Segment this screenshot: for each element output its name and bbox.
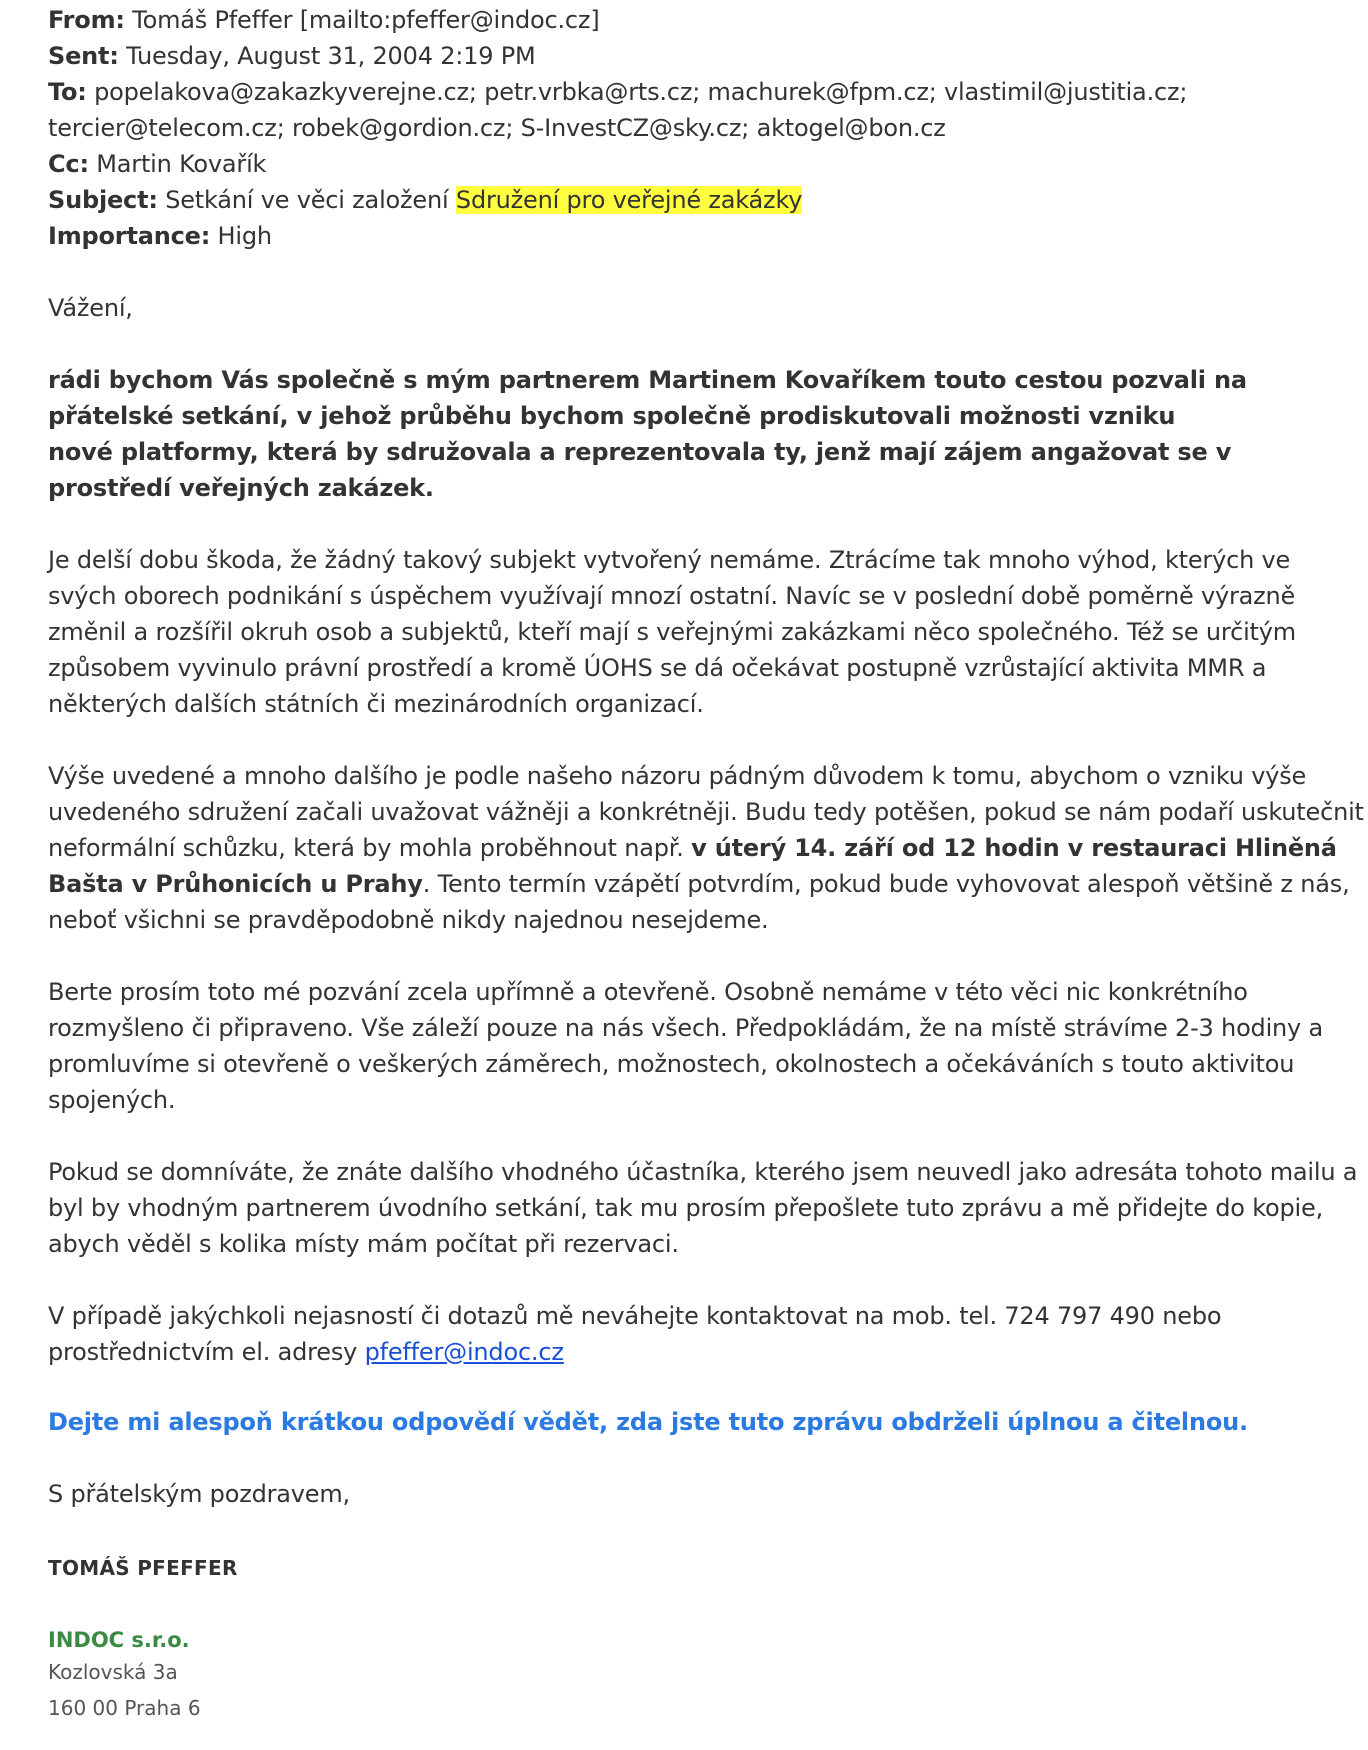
email-header — [48, 2, 1187, 254]
subject-highlight: Sdružení pro veřejné zakázky — [455, 186, 803, 214]
paragraph-5 — [48, 1298, 1308, 1370]
to-recipients-line1: popelakova@zakazkyverejne.cz; petr.vrbka@rts.cz; machurek@fpm.cz; vlastimil@justitia.cz; — [94, 78, 1188, 106]
closing: S přátelským pozdravem, — [48, 1480, 350, 1508]
paragraph-5-start: V případě jakýchkoli nejasností či dotazů mě neváhejte kontaktovat na mob. tel. 724 797 490 nebo prostřednictvím el. adresy — [48, 1302, 1222, 1366]
reply-request: Dejte mi alespoň krátkou odpovědí vědět, zda jste tuto zprávu obdrželi úplnou a čitelnou. — [48, 1408, 1248, 1436]
cc-value: Martin Kovařík — [96, 150, 267, 178]
sent-label: Sent: — [48, 42, 119, 70]
signature-name: TOMÁŠ PFEFFER — [48, 1556, 238, 1580]
signature-city: 160 00 Praha 6 — [48, 1696, 201, 1720]
paragraph-4: Pokud se domníváte, že znáte dalšího vhodného účastníka, kterého jsem neuvedl jako adresáta tohoto mailu a byl by vhodným partnerem úvodního setkání, tak mu prosím přepošlete tuto zprávu a mě přidejte do kopie, abych věděl s kolika místy mám počítat při rezervaci. — [48, 1158, 1358, 1258]
signature-street: Kozlovská 3a — [48, 1660, 178, 1684]
paragraph-1: Je delší dobu škoda, že žádný takový subjekt vytvořený nemáme. Ztrácíme tak mnoho výhod, kterých ve svých oborech podnikání s úspěchem využívají mnozí ostatní. Navíc se v poslední době poměrně výrazně změnil a rozšířil okruh osob a subjektů, kteří mají s veřejnými zakázkami něco společného. Též se určitým způsobem vyvinulo právní prostředí a kromě ÚOHS se dá očekávat postupně vzrůstající aktivita MMR a některých dalších státních či mezinárodních organizací. — [48, 546, 1296, 718]
to-label: To: — [48, 78, 87, 106]
sent-row — [48, 38, 1187, 74]
meeting-details: v úterý 14. září od 12 hodin v restauraci Hliněná Bašta v Průhonicích u Prahy — [48, 834, 1337, 898]
paragraph-3: Berte prosím toto mé pozvání zcela upřímně a otevřeně. Osobně nemáme v této věci nic konkrétního rozmyšleno či připraveno. Vše záleží pouze na nás všech. Předpokládám, že na místě strávíme 2-3 hodiny a promluvíme si otevřeně o veškerých záměrech, možnostech, okolnostech a očekáváních s touto aktivitou spojených. — [48, 978, 1324, 1114]
cc-row — [48, 146, 1187, 182]
sent-value: Tuesday, August 31, 2004 2:19 PM — [126, 42, 536, 70]
from-value: Tomáš Pfeffer [mailto:pfeffer@indoc.cz] — [132, 6, 600, 34]
subject-prefix: Setkání ve věci založení — [165, 186, 449, 214]
from-label: From: — [48, 6, 125, 34]
importance-value: High — [217, 222, 272, 250]
email-link[interactable]: pfeffer@indoc.cz — [364, 1338, 564, 1366]
importance-row — [48, 218, 1187, 254]
cc-label: Cc: — [48, 150, 89, 178]
paragraph-2-end: . Tento termín vzápětí potvrdím, pokud bude vyhovovat alespoň většině z nás, neboť všichni se pravděpodobně nikdy najednou nesejdeme. — [48, 870, 1350, 934]
subject-label: Subject: — [48, 186, 158, 214]
importance-label: Importance: — [48, 222, 211, 250]
subject-row — [48, 182, 1187, 218]
to-row — [48, 74, 1187, 146]
to-recipients-line2: tercier@telecom.cz; robek@gordion.cz; S-InvestCZ@sky.cz; aktogel@bon.cz — [48, 114, 946, 142]
signature-company: INDOC s.r.o. — [48, 1628, 190, 1652]
paragraph-2-start: Výše uvedené a mnoho dalšího je podle našeho názoru pádným důvodem k tomu, abychom o vzniku výše uvedeného sdružení začali uvažovat vážněji a konkrétněji. Budu tedy potěšen, pokud se nám podaří uskutečnit neformální schůzku, která by mohla proběhnout např. — [48, 762, 1364, 862]
paragraph-2 — [48, 758, 1368, 938]
intro-paragraph: rádi bychom Vás společně s mým partnerem Martinem Kovaříkem touto cestou pozvali na přátelské setkání, v jehož průběhu bychom společně prodiskutovali možnosti vzniku nové platformy, která by sdružovala a reprezentovala ty, jenž mají zájem angažovat se v prostředí veřejných zakázek. — [48, 366, 1247, 502]
greeting: Vážení, — [48, 294, 133, 322]
from-row — [48, 2, 1187, 38]
